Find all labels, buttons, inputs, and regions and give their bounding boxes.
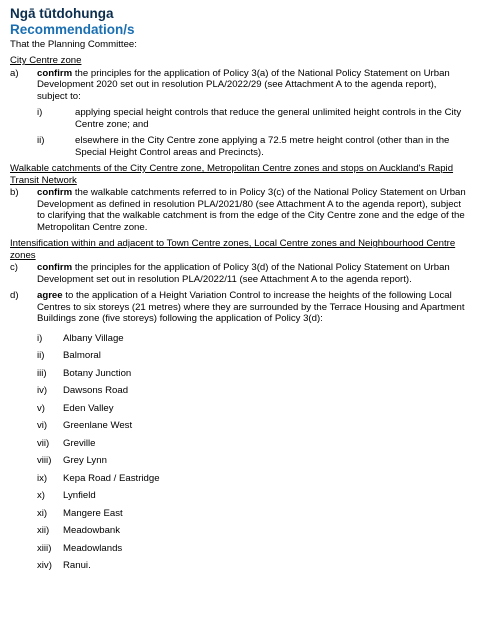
- paragraph-verb: agree: [37, 290, 63, 301]
- list-item-name: Dawsons Road: [63, 385, 129, 396]
- list-item-label: xi): [37, 507, 48, 519]
- list-item-label: v): [37, 402, 45, 414]
- section-title-walkable-catchments: Walkable catchments of the City Centre zone, Metropolitan Centre zones and stops on Auckland's Rapid Transit Network: [10, 163, 454, 186]
- list-item-label: xii): [37, 525, 50, 536]
- list-item: [37, 417, 469, 435]
- list-item: [37, 400, 469, 418]
- list-item: [37, 435, 469, 453]
- list-item: [37, 365, 469, 383]
- section-title-city-centre: City Centre zone: [10, 55, 82, 66]
- list-item-name: Grey Lynn: [63, 455, 107, 466]
- list-item-label: iv): [37, 385, 48, 396]
- list-item-label: viii): [37, 455, 52, 466]
- list-item-label: ii): [37, 350, 45, 361]
- paragraph-label: a): [10, 67, 19, 79]
- list-item: [37, 452, 469, 470]
- list-item: [37, 470, 469, 488]
- paragraph-label: d): [10, 290, 19, 301]
- list-item-name: Greenlane West: [63, 420, 133, 431]
- paragraph-body: the principles for the application of Policy 3(a) of the National Policy Statement on Urban Development 2020 set out in resolution PLA/2022/29 (see Attachment A to the agenda report), subject to:: [37, 67, 450, 102]
- paragraph-a: [10, 68, 469, 103]
- section-title-intensification: Intensification within and adjacent to Town Centre zones, Local Centre zones and Neighbourhood Centre zones: [10, 238, 456, 261]
- subparagraph-label: ii): [37, 135, 45, 146]
- list-item-name: Meadowbank: [63, 525, 121, 536]
- list-item-name: Meadowlands: [63, 542, 123, 554]
- list-item-name: Greville: [63, 437, 96, 449]
- subparagraph-label: i): [37, 107, 43, 118]
- subparagraph-text: elsewhere in the City Centre zone applying a 72.5 metre height control (other than in the Special Height Control areas and Precincts).: [75, 135, 450, 158]
- paragraph-body: the principles for the application of Policy 3(d) of the National Policy Statement on Urban Development set out in resolution PLA/2022/11 (see Attachment A to the agenda report).: [37, 262, 450, 285]
- paragraph-body: to the application of a Height Variation Control to increase the heights of the following Local Centres to six storeys (21 metres) where they are surrounded by the Terrace Housing and Apartment Buildings zone (five storeys) following the application of Policy 3(d):: [37, 290, 465, 324]
- list-item-name: Ranui.: [63, 560, 91, 571]
- list-item: [37, 382, 469, 400]
- paragraph-verb: confirm: [37, 187, 73, 198]
- subparagraph-text: applying special height controls that reduce the general unlimited height controls in the City Centre zone; and: [75, 107, 462, 130]
- list-item-name: Botany Junction: [63, 367, 132, 379]
- list-item-label: vii): [37, 437, 50, 449]
- list-item: [37, 505, 469, 523]
- list-item: [37, 540, 469, 558]
- list-item-label: iii): [37, 367, 47, 379]
- list-item: [37, 347, 469, 365]
- paragraph-text: [37, 262, 469, 285]
- paragraph-text: [37, 290, 469, 325]
- paragraph-verb: confirm: [37, 67, 73, 79]
- intro-text: That the Planning Committee:: [10, 39, 137, 50]
- maori-heading: Ngā tūtdohunga: [10, 6, 114, 21]
- list-item-label: xiv): [37, 560, 52, 571]
- list-item-name: Kepa Road / Eastridge: [63, 472, 160, 484]
- list-item-label: xiii): [37, 542, 52, 554]
- list-item-label: ix): [37, 472, 48, 484]
- list-item-label: vi): [37, 420, 48, 431]
- list-item: [37, 487, 469, 505]
- paragraph-body: the walkable catchments referred to in Policy 3(c) of the National Policy Statement on Urban Development as defined in resolution PLA/2021/80 (see Attachment A to the agenda report), subject to clarifying that the walkable catchment is from the edge of the City Centre zone and the edge of the Metropolitan Centre zone.: [37, 187, 466, 233]
- paragraph-c: [10, 262, 469, 285]
- paragraph-b: [10, 187, 469, 233]
- paragraph-text: [37, 187, 469, 233]
- list-item-label: i): [37, 332, 43, 344]
- list-item-label: x): [37, 490, 45, 501]
- list-item-name: Albany Village: [63, 332, 124, 344]
- recommendations-heading: Recommendation/s: [10, 22, 135, 37]
- paragraph-label: b): [10, 187, 19, 198]
- local-centres-list: [10, 330, 469, 575]
- subparagraph-a-i: [37, 107, 469, 130]
- paragraph-text: [37, 68, 469, 103]
- subparagraph-a-ii: [37, 135, 469, 158]
- list-item: [37, 330, 469, 348]
- paragraph-verb: confirm: [37, 262, 73, 273]
- list-item: [37, 557, 469, 575]
- list-item-name: Lynfield: [63, 490, 96, 501]
- list-item-name: Mangere East: [63, 507, 123, 519]
- paragraph-label: c): [10, 262, 18, 273]
- list-item: [37, 522, 469, 540]
- paragraph-d: [10, 290, 469, 325]
- list-item-name: Eden Valley: [63, 402, 114, 414]
- list-item-name: Balmoral: [63, 350, 101, 361]
